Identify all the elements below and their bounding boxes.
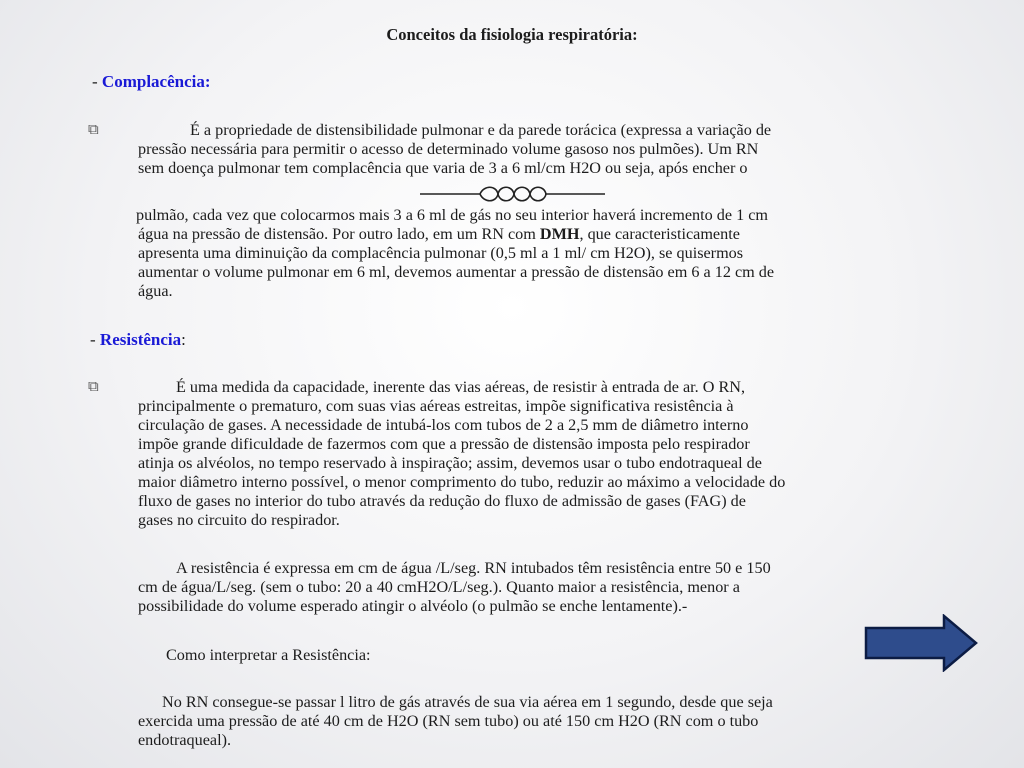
text-span: , que caracteristicamente — [579, 225, 740, 243]
bullet-icon: ⧉ — [88, 379, 99, 395]
text-line: exercida uma pressão de até 40 cm de H2O (RN sem tubo) ou até 150 cm H2O (RN com o tubo — [138, 712, 759, 730]
dmh-term: DMH — [539, 225, 580, 243]
text-line: sem doença pulmonar tem complacência que varia de 3 a 6 ml/cm H2O ou seja, após encher o — [138, 159, 748, 177]
resistance-paragraph-2 — [138, 559, 938, 616]
text-line: endotraqueal). — [138, 731, 232, 749]
compliance-paragraph-2 — [138, 206, 938, 301]
slide-title: Conceitos da fisiologia respiratória: — [386, 25, 638, 44]
text-line: pulmão, cada vez que colocarmos mais 3 a 6 ml de gás no seu interior haverá incremento de 1 cm — [136, 206, 768, 224]
text-line: impõe grande dificuldade de fazermos com que a pressão de distensão imposta pelo respirador — [138, 435, 750, 453]
text-line: aumentar o volume pulmonar em 6 ml, devemos aumentar a pressão de distensão em 6 a 12 cm de — [138, 263, 775, 281]
text-line: circulação de gases. A necessidade de intubá-los com tubos de 2 a 2,5 mm de diâmetro interno — [138, 416, 749, 434]
resistance-heading — [90, 330, 186, 349]
interpret-heading: Como interpretar a Resistência: — [166, 646, 371, 664]
text-line: maior diâmetro interno possível, o menor comprimento do tubo, reduzir ao máximo a velocidade do — [138, 473, 786, 491]
text-line: atinja os alvéolos, no tempo reservado à inspiração; assim, devemos usar o tubo endotraqueal de — [138, 454, 762, 472]
bullet-icon: ⧉ — [88, 122, 99, 138]
text-line: cm de água/L/seg. (sem o tubo: 20 a 40 cmH2O/L/seg.). Quanto maior a resistência, menor a — [138, 578, 740, 596]
compliance-paragraph-1 — [138, 121, 938, 178]
text-line: apresenta uma diminuição da complacência pulmonar (0,5 ml a 1 ml/ cm H2O), se quisermos — [138, 244, 744, 262]
compliance-heading-label: Complacência: — [101, 72, 211, 91]
text-line: No RN consegue-se passar l litro de gás através de sua via aérea em 1 segundo, desde que seja — [162, 693, 773, 711]
text-line: principalmente o prematuro, com suas vias aéreas estreitas, impõe significativa resistência à — [138, 397, 734, 415]
text-line: gases no circuito do respirador. — [138, 511, 340, 529]
compliance-dash: - — [92, 72, 102, 91]
resistance-heading-label: Resistência — [99, 330, 182, 349]
text-line: A resistência é expressa em cm de água /L/seg. RN intubados têm resistência entre 50 e 150 — [176, 559, 771, 577]
text-line: fluxo de gases no interior do tubo através da redução do fluxo de admissão de gases (FAG) de — [138, 492, 746, 510]
text-line: É uma medida da capacidade, inerente das vias aéreas, de resistir à entrada de ar. O RN, — [176, 378, 746, 396]
next-arrow-icon[interactable] — [864, 614, 980, 672]
text-line: água. — [138, 282, 173, 300]
resistance-colon: : — [181, 330, 186, 349]
text-line: É a propriedade de distensibilidade pulmonar e da parede torácica (expressa a variação de — [190, 121, 772, 139]
resistance-paragraph-3 — [138, 693, 938, 750]
text-line: possibilidade do volume esperado atingir o alvéolo (o pulmão se enche lentamente).- — [138, 597, 688, 615]
text-line: pressão necessária para permitir o acesso de determinado volume gasoso nos pulmões). Um RN — [138, 140, 759, 158]
ornament-divider — [420, 183, 605, 205]
text-span: água na pressão de distensão. Por outro lado, em um RN com — [138, 225, 540, 243]
resistance-paragraph-1 — [138, 378, 938, 530]
text-line — [138, 225, 938, 244]
compliance-heading — [92, 72, 211, 91]
resistance-dash: - — [90, 330, 100, 349]
